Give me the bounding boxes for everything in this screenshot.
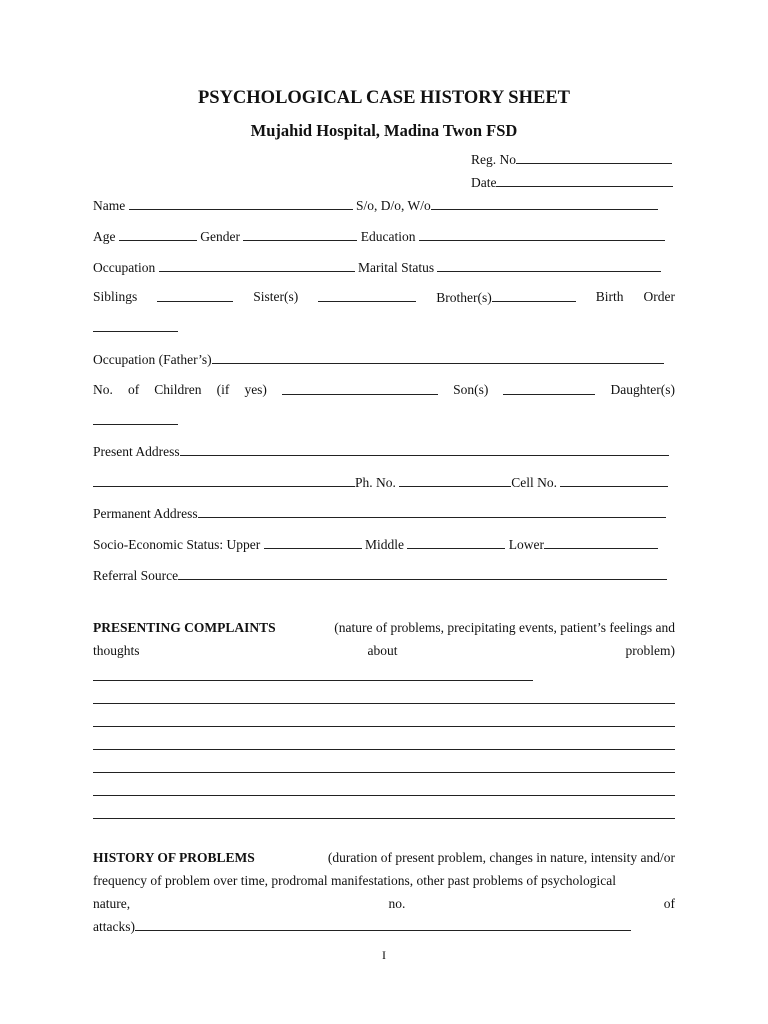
marital-status-label: Marital Status bbox=[357, 260, 435, 275]
complaints-line-5[interactable] bbox=[93, 772, 675, 773]
sisters-blank[interactable] bbox=[318, 288, 416, 302]
siblings-row bbox=[93, 288, 675, 307]
cell-no-label: Cell No. bbox=[511, 475, 558, 490]
present-address-label: Present Address bbox=[93, 444, 180, 459]
order-label: Order bbox=[643, 289, 675, 304]
form-title: PSYCHOLOGICAL CASE HISTORY SHEET bbox=[197, 88, 571, 108]
age-label: Age bbox=[93, 229, 116, 244]
history-attacks-blank[interactable] bbox=[135, 917, 631, 931]
brothers-blank[interactable] bbox=[492, 288, 576, 302]
fathers-occupation-row bbox=[93, 350, 664, 369]
lower-blank[interactable] bbox=[544, 535, 658, 549]
children-word-5: yes) bbox=[244, 382, 267, 397]
sdw-label: S/o, D/o, W/o bbox=[355, 198, 431, 213]
brothers-field[interactable] bbox=[436, 288, 575, 307]
occupation-row bbox=[93, 258, 661, 277]
brothers-label: Brother(s) bbox=[436, 290, 492, 305]
middle-blank[interactable] bbox=[407, 535, 505, 549]
history-desc-2: frequency of problem over time, prodromal manifestations, other past problems of psychological bbox=[93, 873, 616, 888]
date-label: Date bbox=[471, 175, 497, 190]
date-blank[interactable] bbox=[496, 173, 673, 187]
permanent-address-blank[interactable] bbox=[198, 504, 666, 518]
education-label: Education bbox=[360, 229, 416, 244]
occupation-label: Occupation bbox=[93, 260, 156, 275]
present-address-blank-2[interactable] bbox=[93, 473, 355, 487]
reg-no-label: Reg. No bbox=[471, 152, 516, 167]
socio-economic-label: Socio-Economic Status: Upper bbox=[93, 537, 261, 552]
name-blank[interactable] bbox=[129, 196, 353, 210]
date-field[interactable] bbox=[471, 173, 673, 192]
permanent-address-row bbox=[93, 504, 666, 523]
history-word-1: nature, bbox=[93, 896, 131, 911]
children-word-3: Children bbox=[154, 382, 202, 397]
lower-label: Lower bbox=[508, 537, 544, 552]
complaints-line-3[interactable] bbox=[93, 726, 675, 727]
history-attacks-label: attacks) bbox=[93, 919, 135, 934]
history-of-problems-section bbox=[93, 846, 675, 938]
siblings-blank[interactable] bbox=[157, 288, 233, 302]
children-row bbox=[93, 381, 675, 399]
marital-status-blank[interactable] bbox=[437, 258, 661, 272]
fathers-occupation-label: Occupation (Father’s) bbox=[93, 352, 212, 367]
presenting-word-2: about bbox=[367, 643, 398, 658]
reg-no-field[interactable] bbox=[471, 150, 672, 169]
children-word-2: of bbox=[127, 382, 140, 397]
children-word-4: (if bbox=[216, 382, 230, 397]
history-word-2: no. bbox=[388, 896, 406, 911]
complaints-line-2[interactable] bbox=[93, 703, 675, 704]
birth-order-blank[interactable] bbox=[93, 331, 178, 332]
reg-no-blank[interactable] bbox=[516, 150, 672, 164]
complaints-line-6[interactable] bbox=[93, 795, 675, 796]
history-desc-1: (duration of present problem, changes in nature, intensity and/or bbox=[327, 850, 675, 865]
referral-source-blank[interactable] bbox=[178, 566, 667, 580]
age-blank[interactable] bbox=[119, 227, 197, 241]
upper-blank[interactable] bbox=[264, 535, 362, 549]
siblings-label: Siblings bbox=[93, 289, 138, 304]
daughters-blank[interactable] bbox=[93, 424, 178, 425]
name-label: Name bbox=[93, 198, 126, 213]
history-heading: HISTORY OF PROBLEMS bbox=[93, 850, 255, 865]
presenting-complaints-desc: (nature of problems, precipitating events, patient’s feelings and bbox=[334, 620, 675, 635]
referral-source-row bbox=[93, 566, 667, 585]
present-address-row bbox=[93, 442, 669, 461]
gender-label: Gender bbox=[200, 229, 240, 244]
presenting-complaints-heading: PRESENTING COMPLAINTS bbox=[93, 620, 276, 635]
middle-label: Middle bbox=[364, 537, 404, 552]
presenting-word-1: thoughts bbox=[93, 643, 140, 658]
complaints-line-4[interactable] bbox=[93, 749, 675, 750]
ph-no-blank[interactable] bbox=[399, 473, 511, 487]
complaints-line-7[interactable] bbox=[93, 818, 675, 819]
age-row bbox=[93, 227, 665, 246]
hospital-name: Mujahid Hospital, Madina Twon FSD bbox=[250, 121, 518, 140]
sisters-label: Sister(s) bbox=[253, 289, 299, 304]
referral-source-label: Referral Source bbox=[93, 568, 179, 583]
ph-no-label: Ph. No. bbox=[355, 475, 396, 490]
education-blank[interactable] bbox=[419, 227, 665, 241]
children-blank[interactable] bbox=[282, 381, 438, 395]
socio-economic-row bbox=[93, 535, 658, 554]
name-row bbox=[93, 196, 658, 215]
sons-label: Son(s) bbox=[453, 382, 489, 397]
fathers-occupation-blank[interactable] bbox=[212, 350, 664, 364]
birth-label: Birth bbox=[595, 289, 624, 304]
gender-blank[interactable] bbox=[243, 227, 357, 241]
presenting-complaints-section bbox=[93, 616, 675, 662]
page-number: I bbox=[382, 948, 386, 962]
presenting-word-3: problem) bbox=[625, 643, 675, 658]
permanent-address-label: Permanent Address bbox=[93, 506, 198, 521]
daughters-label: Daughter(s) bbox=[610, 382, 675, 397]
phone-row bbox=[93, 473, 668, 492]
cell-no-blank[interactable] bbox=[560, 473, 668, 487]
occupation-blank[interactable] bbox=[159, 258, 355, 272]
sons-blank[interactable] bbox=[503, 381, 595, 395]
complaints-line-1[interactable] bbox=[93, 680, 533, 681]
sdw-blank[interactable] bbox=[431, 196, 658, 210]
children-word-1: No. bbox=[93, 382, 113, 397]
history-word-3: of bbox=[663, 896, 675, 911]
present-address-blank[interactable] bbox=[180, 442, 669, 456]
